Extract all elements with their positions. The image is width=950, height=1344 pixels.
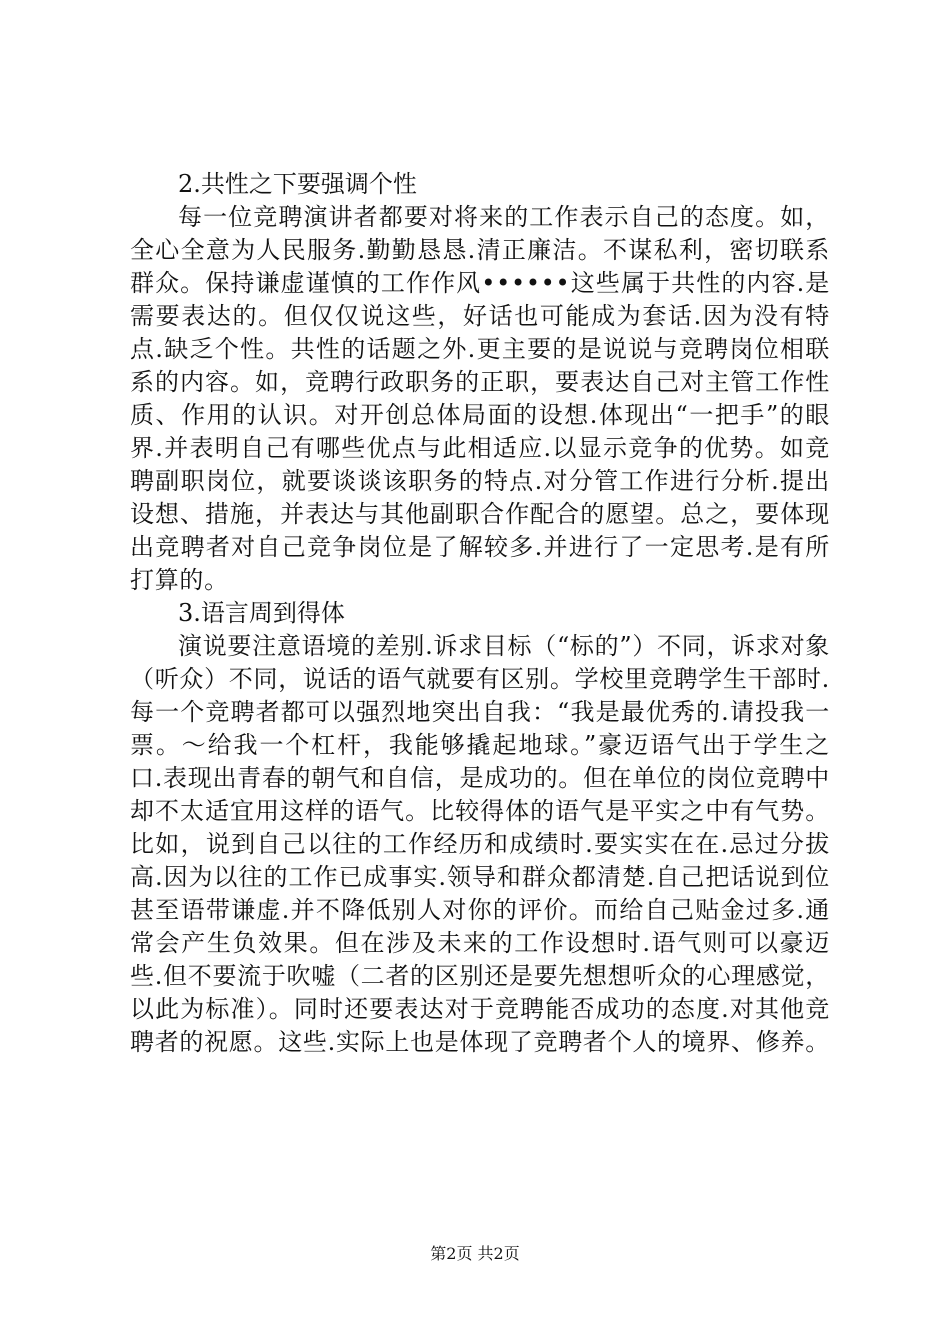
page-footer: 第2页 共2页 — [430, 1244, 520, 1263]
section-heading-3: 3.语言周到得体 — [178, 599, 345, 627]
section-heading-2: 2.共性之下要强调个性 — [178, 170, 417, 198]
section-paragraph-2: 每一位竞聘演讲者都要对将来的工作表示自己的态度。如，全心全意为人民服务.勤勤恳恳.清正廉洁。不谋私利，密切联系群众。保持谦虚谨慎的工作作风••••••这些属于共性的内容.是需要表达的。但仅仅说这些，好话也可能成为套话.因为没有特点.缺乏个性。共性的话题之外.更主要的是说说与竞聘岗位相联系的内容。如，竞聘行政职务的正职，要表达自己对主管工作性质、作用的认识。对开创总体局面的设想.体现出“一把手”的眼界.并表明自己有哪些优点与此相适应.以显示竞争的优势。如竞聘副职岗位，就要谈谈该职务的特点.对分管工作进行分析.提出设想、措施，并表达与其他副职合作配合的愿望。总之，要体现出竞聘者对自己竞争岗位是了解较多.并进行了一定思考.是有所打算的。 — [130, 203, 830, 594]
document-body — [130, 168, 830, 1059]
section-paragraph-3: 演说要注意语境的差别.诉求目标（“标的”）不同，诉求对象（听众）不同，说话的语气就要有区别。学校里竞聘学生干部时.每一个竞聘者都可以强烈地突出自我：“我是最优秀的.请投我一票。～给我一个杠杆，我能够撬起地球。”豪迈语气出于学生之口.表现出青春的朝气和自信，是成功的。但在单位的岗位竞聘中却不太适宜用这样的语气。比较得体的语气是平实之中有气势。比如，说到自己以往的工作经历和成绩时.要实实在在.忌过分拔高.因为以往的工作已成事实.领导和群众都清楚.自己把话说到位甚至语带谦虚.并不降低别人对你的评价。而给自己贴金过多.通常会产生负效果。但在涉及未来的工作设想时.语气则可以豪迈些.但不要流于吹嘘（二者的区别还是要先想想听众的心理感觉，以此为标准）。同时还要表达对于竞聘能否成功的态度.对其他竞聘者的祝愿。这些.实际上也是体现了竞聘者个人的境界、修养。 — [130, 632, 830, 1056]
